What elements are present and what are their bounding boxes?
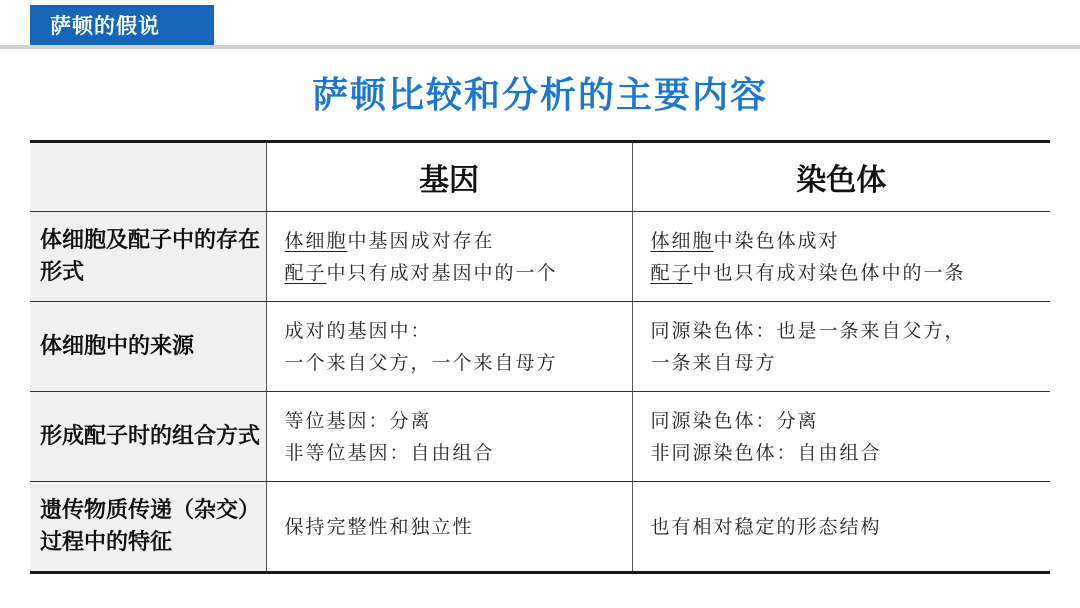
gene-cell [266,392,632,482]
gene-cell [266,212,632,302]
chromosome-cell [632,302,1050,392]
cell-text: 中基因成对存在 [347,229,495,252]
comparison-table [30,140,1050,574]
gene-cell [266,482,632,573]
cell-text: 非同源染色体：自由组合 [650,441,882,464]
table-row [30,482,1050,573]
column-header-chromosome: 染色体 [632,142,1050,212]
chromosome-cell [632,212,1050,302]
table-header-row [30,142,1050,212]
row-label: 形成配子时的组合方式 [30,392,266,482]
underlined-term: 配子 [284,261,327,284]
cell-text: 中染色体成对 [713,229,840,252]
cell-text: 保持完整性和独立性 [284,515,474,538]
chromosome-cell [632,392,1050,482]
cell-text: 非等位基因：自由组合 [284,441,495,464]
table-row [30,392,1050,482]
cell-text: 也有相对稳定的形态结构 [650,515,882,538]
row-label: 体细胞及配子中的存在形式 [30,212,266,302]
row-label: 遗传物质传递（杂交）过程中的特征 [30,482,266,573]
table-row [30,212,1050,302]
cell-text: 成对的基因中： [284,319,432,342]
cell-text: 同源染色体：分离 [650,409,819,432]
cell-text: 同源染色体：也是一条来自父方， [650,319,966,342]
cell-text: 一个来自父方，一个来自母方 [284,351,558,374]
cell-text: 中也只有成对染色体中的一条 [692,261,966,284]
table-row [30,302,1050,392]
underlined-term: 体细胞 [650,229,714,252]
underlined-term: 配子 [650,261,693,284]
chromosome-cell [632,482,1050,573]
header-divider [0,45,1080,49]
cell-text: 中只有成对基因中的一个 [326,261,558,284]
column-header-gene: 基因 [266,142,632,212]
underlined-term: 体细胞 [284,229,348,252]
header-corner-cell [30,142,266,212]
section-tag: 萨顿的假说 [30,5,214,45]
gene-cell [266,302,632,392]
row-label: 体细胞中的来源 [30,302,266,392]
page-title: 萨顿比较和分析的主要内容 [311,75,768,116]
cell-text: 一条来自母方 [650,351,777,374]
cell-text: 等位基因：分离 [284,409,432,432]
